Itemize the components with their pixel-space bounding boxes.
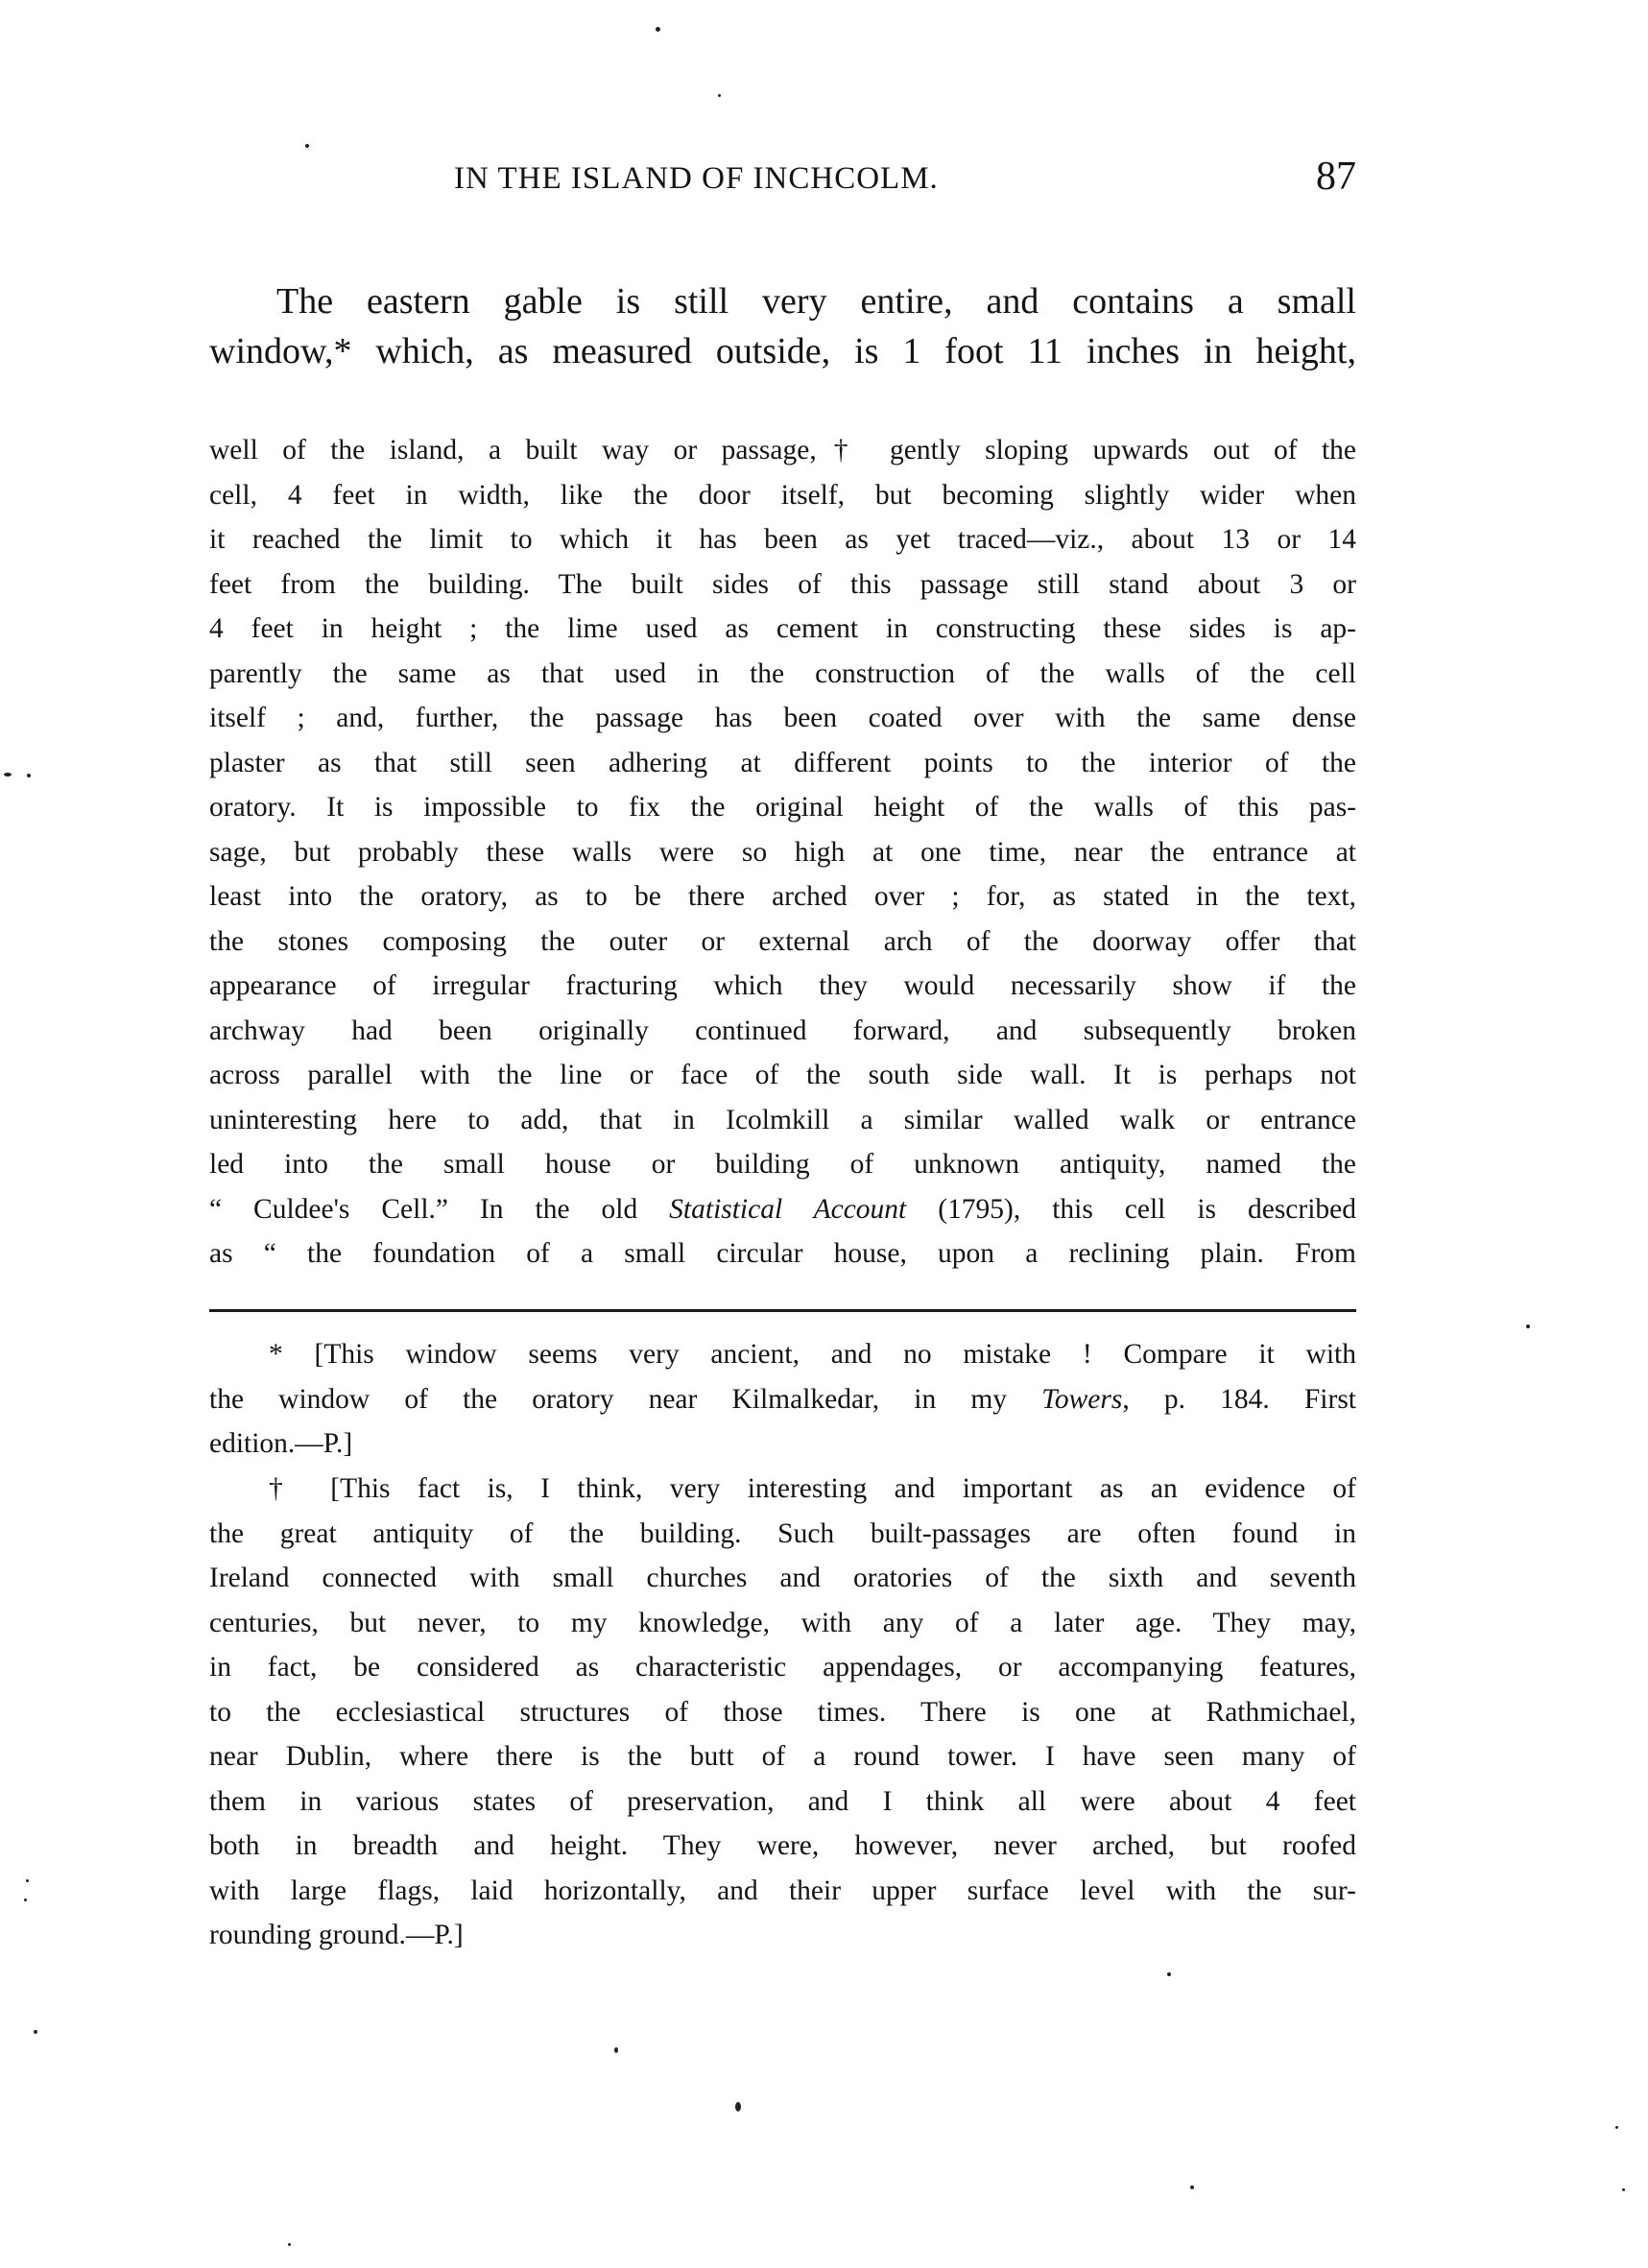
text-line: centuries, but never, to my knowledge, with any of a later age. They may, xyxy=(209,1607,1356,1638)
text-line: the great antiquity of the building. Such built-passages are often found in xyxy=(209,1517,1356,1549)
lead-paragraph xyxy=(209,276,1356,376)
text-run: the window of the oratory near Kilmalkedar, in my xyxy=(209,1383,1042,1415)
text-line: oratory. It is impossible to fix the original height of the walls of this pas- xyxy=(209,792,1356,823)
text-line: the stones composing the outer or external arch of the doorway offer that xyxy=(209,925,1356,957)
text-line: well of the island, a built way or passage,† gently sloping upwards out of the xyxy=(209,435,1356,466)
scan-speck xyxy=(26,1879,29,1882)
text-line: parently the same as that used in the construction of the walls of the cell xyxy=(209,657,1356,689)
footnote-divider xyxy=(209,1309,1356,1312)
text-line: across parallel with the line or face of the south side wall. It is perhaps not xyxy=(209,1060,1356,1090)
scan-speck xyxy=(34,2030,37,2034)
text-line: to the ecclesiastical structures of those times. There is one at Rathmichael, xyxy=(209,1696,1356,1728)
text-line: near Dublin, where there is the butt of a round tower. I have seen many of xyxy=(209,1741,1356,1772)
scan-speck xyxy=(1526,1325,1530,1328)
text-line-with-italic xyxy=(209,1377,1356,1422)
text-line: sage, but probably these walls were so high at one time, near the entrance at xyxy=(209,836,1356,868)
text-line-with-italic xyxy=(209,1187,1356,1232)
text-line: archway had been originally continued forward, and subsequently broken xyxy=(209,1015,1356,1046)
text-line: uninteresting here to add, that in Icolmkill a similar walled walk or entrance xyxy=(209,1104,1356,1135)
text-line: them in various states of preservation, and I think all were about 4 feet xyxy=(209,1785,1356,1817)
text-line: plaster as that still seen adhering at different points to the interior of the xyxy=(209,747,1356,778)
text-line: with large flags, laid horizontally, and their upper surface level with the sur- xyxy=(209,1874,1356,1906)
text-line: both in breadth and height. They were, however, never arched, but roofed xyxy=(209,1830,1356,1861)
running-title: IN THE ISLAND OF INCHCOLM. xyxy=(454,161,939,196)
text-line: itself ; and, further, the passage has been coated over with the same dense xyxy=(209,703,1356,733)
text-line: feet from the building. The built sides of this passage still stand about 3 or xyxy=(209,568,1356,600)
scan-speck xyxy=(735,2102,741,2112)
scan-speck xyxy=(1615,2126,1618,2129)
scan-speck xyxy=(1622,2188,1625,2191)
book-title-italic: Towers xyxy=(1041,1383,1123,1415)
body-text xyxy=(209,428,1356,1277)
text-line: in fact, be considered as characteristic appendages, or accompanying features, xyxy=(209,1652,1356,1683)
text-run: “ Culdee's Cell.” In the old xyxy=(209,1193,670,1225)
text-line: Ireland connected with small churches and oratories of the sixth and seventh xyxy=(209,1563,1356,1593)
scan-speck xyxy=(4,773,12,776)
scan-speck xyxy=(305,144,309,148)
text-line: window,* which, as measured outside, is 1 foot 11 inches in height, xyxy=(209,331,1356,371)
footnote-dagger xyxy=(209,1467,1356,1958)
footnote-asterisk xyxy=(209,1332,1356,1467)
scan-speck xyxy=(24,1898,27,1901)
text-line: led into the small house or building of unknown antiquity, named the xyxy=(209,1149,1356,1180)
text-line: appearance of irregular fracturing which they would necessarily show if the xyxy=(209,970,1356,1001)
page-number: 87 xyxy=(1316,155,1356,199)
text-line: The eastern gable is still very entire, and contains a small xyxy=(276,281,1356,322)
text-line: as “ the foundation of a small circular house, upon a reclining plain. From xyxy=(209,1238,1356,1269)
scan-speck xyxy=(288,2243,291,2246)
text-line: it reached the limit to which it has been as yet traced—viz., about 13 or 14 xyxy=(209,524,1356,555)
text-line: cell, 4 feet in width, like the door itself, but becoming slightly wider when xyxy=(209,479,1356,511)
text-line: edition.—P.] xyxy=(209,1428,353,1459)
text-line: † [This fact is, I think, very interesting and important as an evidence of xyxy=(269,1473,1356,1504)
text-line: * [This window seems very ancient, and no mistake ! Compare it with xyxy=(269,1339,1356,1370)
scan-speck xyxy=(656,27,660,32)
text-line: rounding ground.—P.] xyxy=(209,1920,464,1950)
book-title-italic: Statistical Account xyxy=(669,1193,907,1225)
text-run: , p. 184. First xyxy=(1122,1383,1356,1415)
running-head xyxy=(209,154,1356,211)
scan-speck xyxy=(1190,2185,1194,2189)
scan-speck xyxy=(1167,1972,1171,1976)
text-line: least into the oratory, as to be there arched over ; for, as stated in the text, xyxy=(209,881,1356,912)
scan-speck xyxy=(614,2047,618,2053)
text-line: 4 feet in height ; the lime used as cement in constructing these sides is ap- xyxy=(209,613,1356,644)
scan-speck xyxy=(718,94,721,97)
text-run: (1795), this cell is described xyxy=(906,1193,1357,1225)
scan-speck xyxy=(27,774,31,777)
